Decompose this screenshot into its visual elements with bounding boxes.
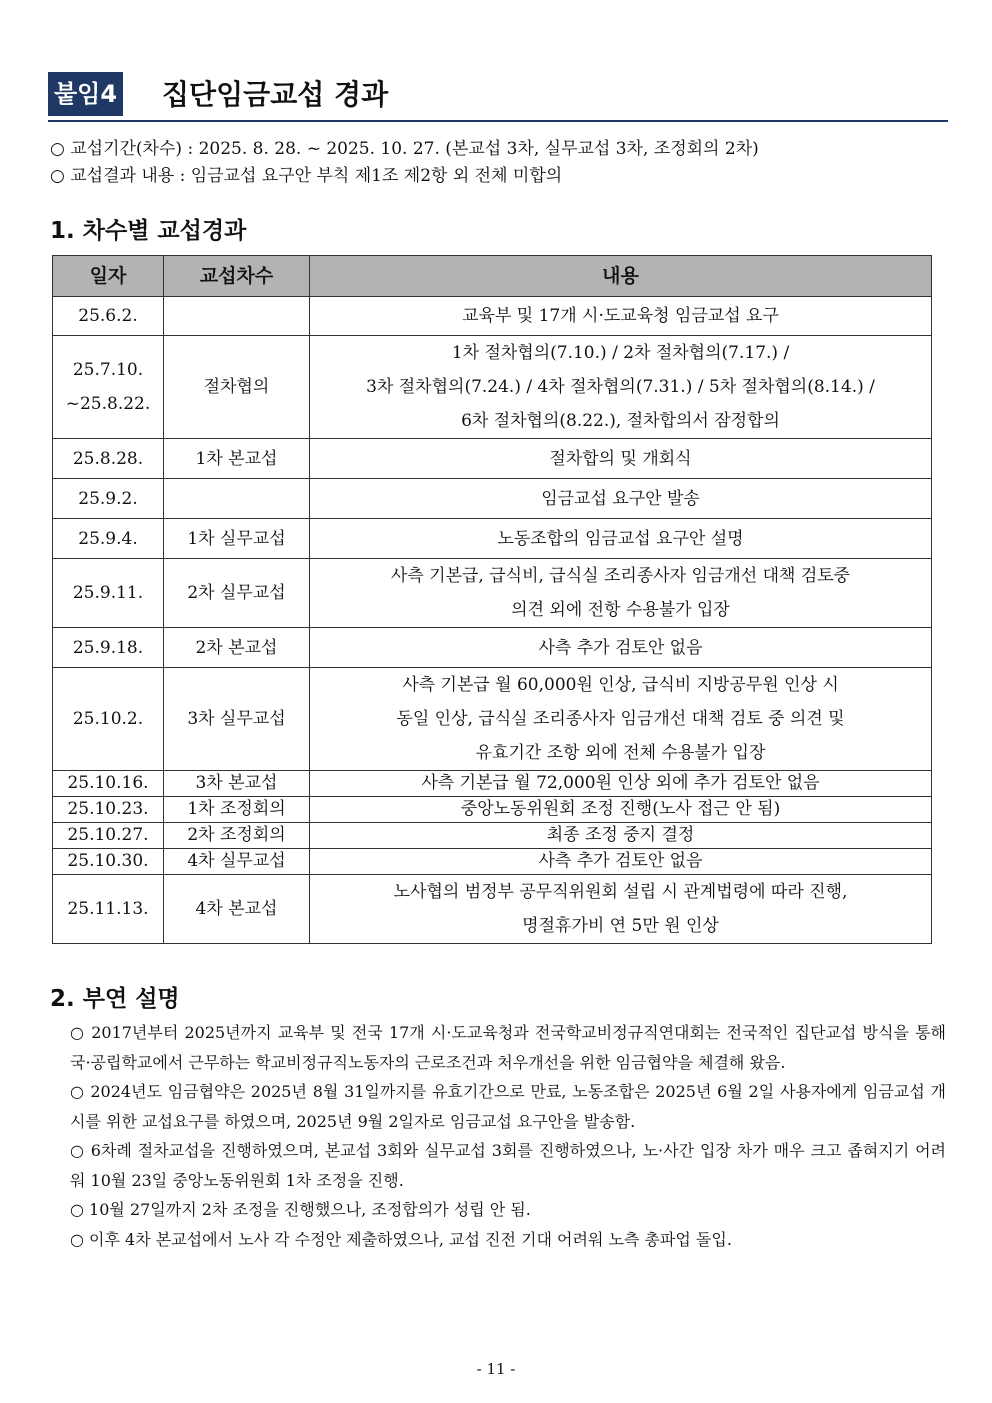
- section-heading-explanation: 2. 부연 설명: [50, 986, 180, 1012]
- cell-content: 사측 추가 검토안 없음: [310, 849, 932, 875]
- table-body: [53, 297, 932, 944]
- header-content: 내용: [310, 256, 932, 297]
- document-title-bar: [48, 72, 948, 122]
- table-row: [53, 875, 932, 944]
- cell-content: 노동조합의 임금교섭 요구안 설명: [310, 519, 932, 559]
- cell-date: 25.6.2.: [53, 297, 164, 336]
- cell-round: [164, 297, 310, 336]
- summary-period: ○ 교섭기간(차수) : 2025. 8. 28. ~ 2025. 10. 27. (본교섭 3차, 실무교섭 3차, 조정회의 2차): [50, 139, 759, 159]
- explanation-paragraph: ○ 10월 27일까지 2차 조정을 진행했으나, 조정합의가 성립 안 됨.: [70, 1200, 531, 1219]
- cell-content: 임금교섭 요구안 발송: [310, 479, 932, 519]
- section-heading-rounds: 1. 차수별 교섭경과: [50, 218, 247, 244]
- cell-round: 1차 조정회의: [164, 797, 310, 823]
- cell-round: 1차 본교섭: [164, 439, 310, 479]
- cell-date: 25.9.11.: [53, 559, 164, 628]
- table-row: [53, 771, 932, 797]
- table-row: [53, 628, 932, 668]
- cell-content: 사측 기본급 월 60,000원 인상, 급식비 지방공무원 인상 시 동일 인상, 급식실 조리종사자 임금개선 대책 검토 중 의견 및 유효기간 조항 외에 전체 수용불가 입장: [310, 668, 932, 771]
- cell-date: 25.9.18.: [53, 628, 164, 668]
- cell-round: 절차협의: [164, 336, 310, 439]
- cell-round: 3차 실무교섭: [164, 668, 310, 771]
- cell-date: 25.10.30.: [53, 849, 164, 875]
- explanation-paragraph: ○ 2024년도 임금협약은 2025년 8월 31일까지를 유효기간으로 만료, 노동조합은 2025년 6월 2일 사용자에게 임금교섭 개시를 위한 교섭요구를 하였으며, 2025년 9월 2일자로 임금교섭 요구안을 발송함.: [70, 1082, 946, 1131]
- table-row: [53, 823, 932, 849]
- cell-date: 25.8.28.: [53, 439, 164, 479]
- page-number: - 11 -: [476, 1360, 516, 1378]
- summary-block: [50, 136, 950, 190]
- cell-content: 사측 기본급 월 72,000원 인상 외에 추가 검토안 없음: [310, 771, 932, 797]
- table-row: [53, 297, 932, 336]
- table-row: [53, 797, 932, 823]
- cell-content: 사측 추가 검토안 없음: [310, 628, 932, 668]
- cell-content: 교육부 및 17개 시·도교육청 임금교섭 요구: [310, 297, 932, 336]
- table-row: [53, 519, 932, 559]
- cell-date: 25.10.27.: [53, 823, 164, 849]
- table-row: [53, 336, 932, 439]
- explanation-paragraph: ○ 이후 4차 본교섭에서 노사 각 수정안 제출하였으나, 교섭 진전 기대 어려워 노측 총파업 돌입.: [70, 1229, 732, 1249]
- cell-round: 2차 실무교섭: [164, 559, 310, 628]
- cell-date: 25.11.13.: [53, 875, 164, 944]
- table-row: [53, 479, 932, 519]
- header-round: 교섭차수: [164, 256, 310, 297]
- cell-content: 최종 조정 중지 결정: [310, 823, 932, 849]
- header-date: 일자: [53, 256, 164, 297]
- cell-date: 25.10.23.: [53, 797, 164, 823]
- cell-round: 4차 본교섭: [164, 875, 310, 944]
- negotiation-table: [52, 255, 932, 944]
- table-row: [53, 559, 932, 628]
- cell-round: 2차 조정회의: [164, 823, 310, 849]
- cell-round: 4차 실무교섭: [164, 849, 310, 875]
- cell-round: 3차 본교섭: [164, 771, 310, 797]
- document-title: 집단임금교섭 경과: [162, 78, 389, 111]
- cell-round: 1차 실무교섭: [164, 519, 310, 559]
- attachment-badge: 붙임4: [48, 72, 123, 116]
- cell-content: 중앙노동위원회 조정 진행(노사 접근 안 됨): [310, 797, 932, 823]
- cell-round: 2차 본교섭: [164, 628, 310, 668]
- cell-date: 25.9.4.: [53, 519, 164, 559]
- cell-date: 25.10.16.: [53, 771, 164, 797]
- cell-content: 절차합의 및 개회식: [310, 439, 932, 479]
- cell-content: 노사협의 범정부 공무직위원회 설립 시 관계법령에 따라 진행, 명절휴가비 연 5만 원 인상: [310, 875, 932, 944]
- cell-content: 사측 기본급, 급식비, 급식실 조리종사자 임금개선 대책 검토중 의견 외에 전항 수용불가 입장: [310, 559, 932, 628]
- table-row: [53, 849, 932, 875]
- cell-round: [164, 479, 310, 519]
- cell-content: 1차 절차협의(7.10.) / 2차 절차협의(7.17.) / 3차 절차협의(7.24.) / 4차 절차협의(7.31.) / 5차 절차협의(8.14.) / 6차 절차협의(8.22.), 절차합의서 잠정합의: [310, 336, 932, 439]
- cell-date: 25.7.10. ~25.8.22.: [53, 336, 164, 439]
- summary-result: ○ 교섭결과 내용 : 임금교섭 요구안 부칙 제1조 제2항 외 전체 미합의: [50, 166, 563, 186]
- table-row: [53, 439, 932, 479]
- explanation-block: [70, 1018, 946, 1254]
- table-header-row: [53, 256, 932, 297]
- table-row: [53, 668, 932, 771]
- cell-date: 25.9.2.: [53, 479, 164, 519]
- cell-date: 25.10.2.: [53, 668, 164, 771]
- explanation-paragraph: ○ 6차례 절차교섭을 진행하였으며, 본교섭 3회와 실무교섭 3회를 진행하였으나, 노·사간 입장 차가 매우 크고 좁혀지기 어려워 10월 23일 중앙노동위원회 1차 조정을 진행.: [70, 1141, 946, 1190]
- explanation-paragraph: ○ 2017년부터 2025년까지 교육부 및 전국 17개 시·도교육청과 전국학교비정규직연대회는 전국적인 집단교섭 방식을 통해 국·공립학교에서 근무하는 학교비정규직노동자의 근로조건과 처우개선을 위한 임금협약을 체결해 왔음.: [70, 1023, 946, 1072]
